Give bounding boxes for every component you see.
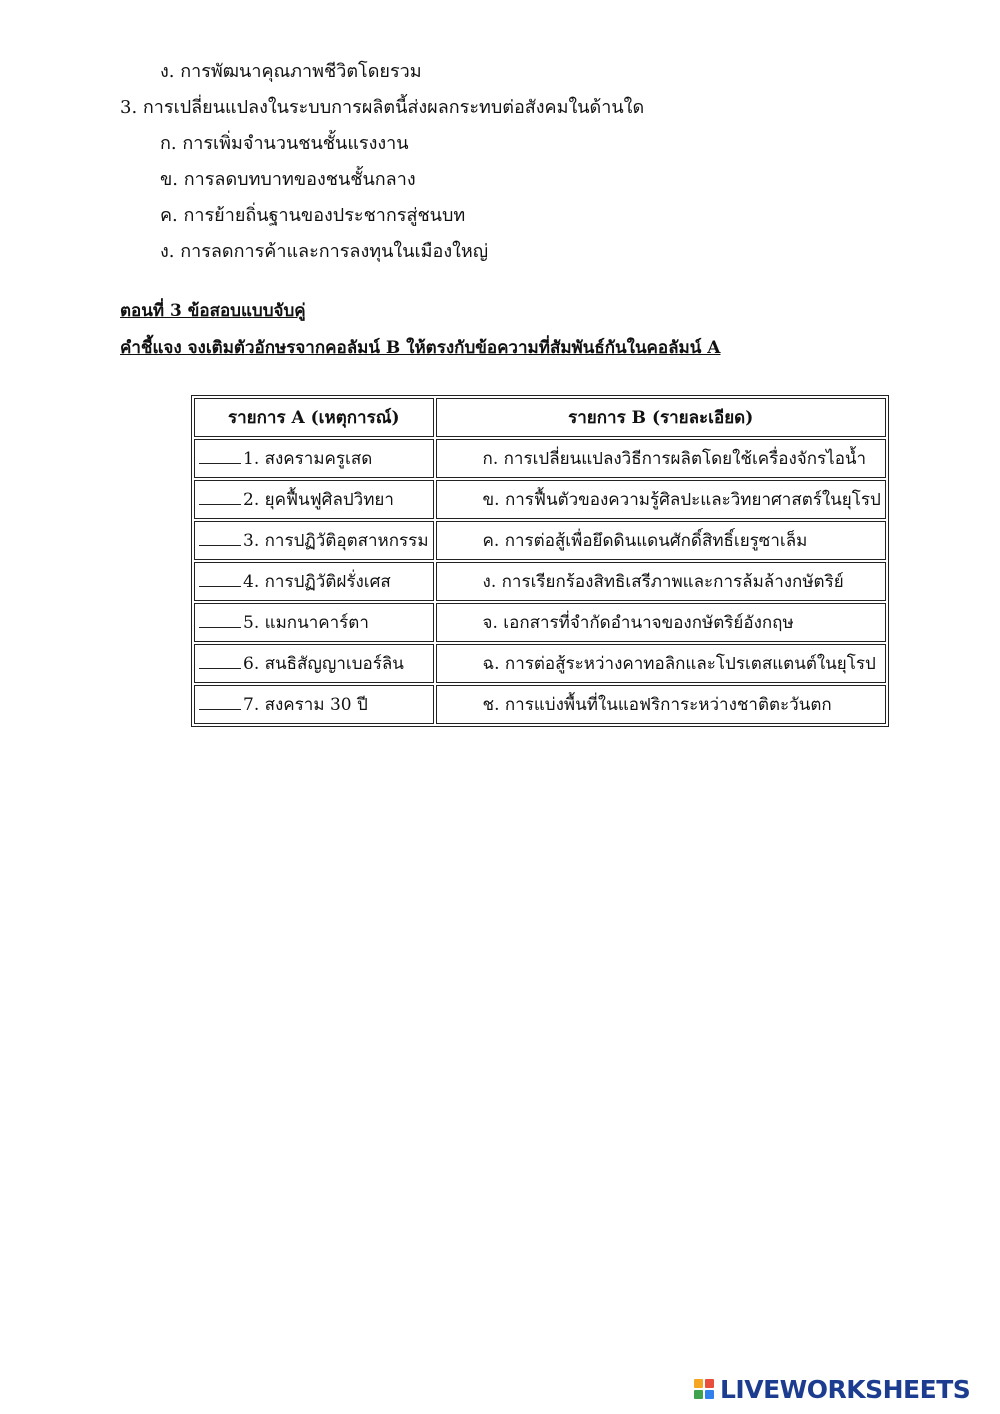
detail-label: ก. การเปลี่ยนแปลงวิธีการผลิตโดยใช้เครื่องจักรไอน้ำ [436, 439, 886, 478]
liveworksheets-logo [694, 1374, 970, 1404]
detail-label: จ. เอกสารที่จำกัดอำนาจของกษัตริย์อังกฤษ [436, 603, 886, 642]
detail-label: ค. การต่อสู้เพื่อยึดดินแดนศักดิ์สิทธิ์เยรูซาเล็ม [436, 521, 886, 560]
answer-blank[interactable] [199, 570, 241, 587]
event-label: 5. แมกนาคาร์ตา [243, 613, 369, 633]
table-row [194, 480, 886, 519]
event-label: 2. ยุคฟื้นฟูศิลปวิทยา [243, 490, 394, 510]
answer-blank[interactable] [199, 611, 241, 628]
option-text: ง. การพัฒนาคุณภาพชีวิตโดยรวม [160, 61, 422, 82]
event-label: 6. สนธิสัญญาเบอร์ลิน [243, 654, 404, 674]
option-text: ข. การลดบทบาทของชนชั้นกลาง [160, 169, 416, 190]
table-row [194, 603, 886, 642]
logo-icon [694, 1379, 714, 1399]
table-row [194, 439, 886, 478]
table-row [194, 562, 886, 601]
answer-blank[interactable] [199, 488, 241, 505]
event-label: 1. สงครามครูเสด [243, 449, 373, 469]
option-text: ง. การลดการค้าและการลงทุนในเมืองใหญ่ [160, 241, 489, 262]
answer-blank[interactable] [199, 529, 241, 546]
answer-blank[interactable] [199, 693, 241, 710]
section-instruction: คำชี้แจง จงเติมตัวอักษรจากคอลัมน์ B ให้ตรงกับข้อความที่สัมพันธ์กันในคอลัมน์ A [120, 338, 721, 358]
table-row [194, 521, 886, 560]
matching-table [191, 395, 889, 727]
option-text: ก. การเพิ่มจำนวนชนชั้นแรงงาน [160, 133, 409, 154]
answer-blank[interactable] [199, 447, 241, 464]
detail-label: ช. การแบ่งพื้นที่ในแอฟริการะหว่างชาติตะวันตก [436, 685, 886, 724]
section-title: ตอนที่ 3 ข้อสอบแบบจับคู่ [120, 301, 306, 321]
table-row [194, 644, 886, 683]
logo-text: LIVEWORKSHEETS [720, 1374, 971, 1404]
event-label: 4. การปฏิวัติฝรั่งเศส [243, 572, 391, 592]
event-label: 3. การปฏิวัติอุตสาหกรรม [243, 531, 429, 551]
detail-label: ง. การเรียกร้องสิทธิเสรีภาพและการล้มล้างกษัตริย์ [436, 562, 886, 601]
question-3: 3. การเปลี่ยนแปลงในระบบการผลิตนี้ส่งผลกระทบต่อสังคมในด้านใด [120, 97, 645, 118]
table-header-row [194, 398, 886, 437]
detail-label: ฉ. การต่อสู้ระหว่างคาทอลิกและโปรเตสแตนต์ในยุโรป [436, 644, 886, 683]
answer-blank[interactable] [199, 652, 241, 669]
table-row [194, 685, 886, 724]
detail-label: ข. การฟื้นตัวของความรู้ศิลปะและวิทยาศาสตร์ในยุโรป [436, 480, 886, 519]
option-text: ค. การย้ายถิ่นฐานของประชากรสู่ชนบท [160, 205, 466, 226]
header-column-a: รายการ A (เหตุการณ์) [194, 398, 434, 437]
header-column-b: รายการ B (รายละเอียด) [436, 398, 886, 437]
event-label: 7. สงคราม 30 ปี [243, 695, 368, 715]
